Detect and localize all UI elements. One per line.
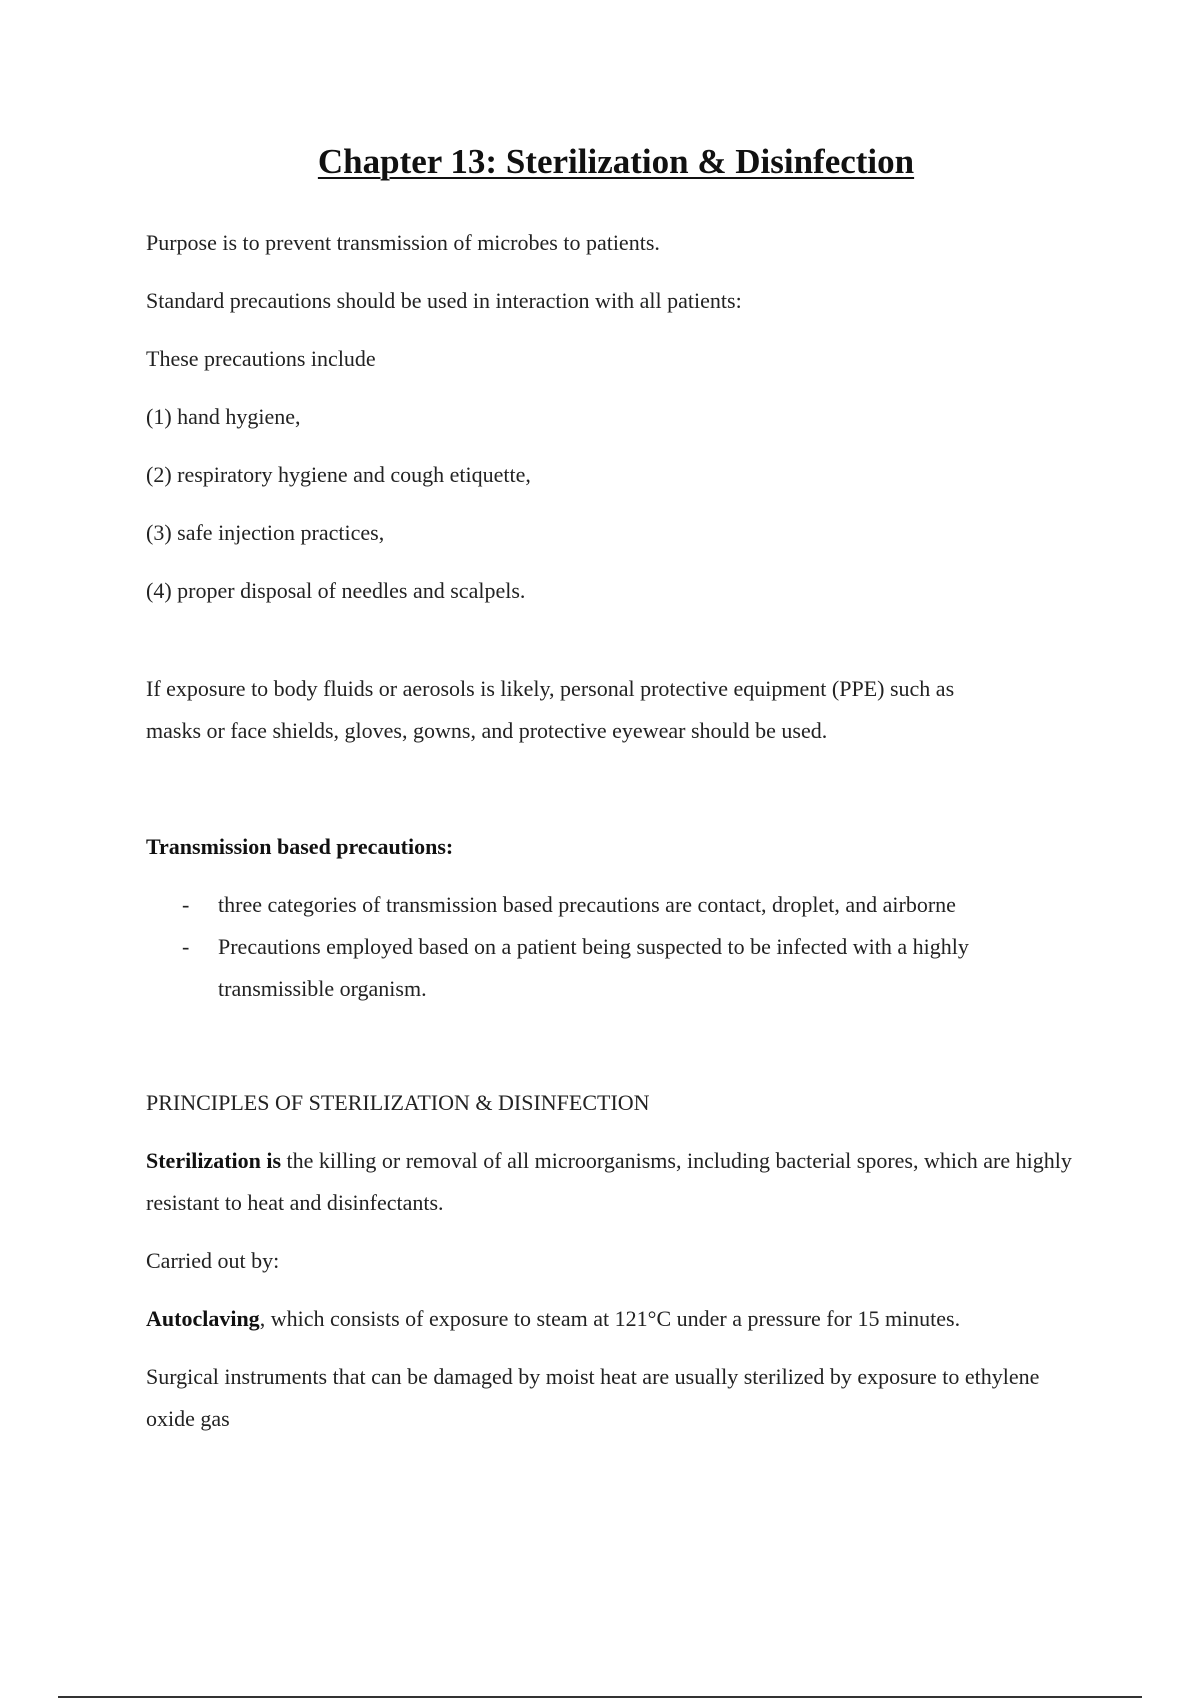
list-item: (3) safe injection practices,: [146, 520, 385, 545]
list-item: [146, 884, 1086, 926]
standard-precautions-paragraph: Standard precautions should be used in interaction with all patients:: [146, 288, 742, 313]
bullet-dash: -: [182, 934, 190, 959]
bullet-text: Precautions employed based on a patient being suspected to be infected with a highly transmissible organism.: [218, 934, 969, 1001]
ppe-paragraph: [146, 668, 1086, 752]
list-item: (1) hand hygiene,: [146, 404, 301, 429]
sterilization-paragraph: [146, 1140, 1086, 1224]
spacer: [146, 1026, 1086, 1082]
precautions-include-paragraph: These precautions include: [146, 346, 376, 371]
footer-rule: [58, 1696, 1142, 1698]
carried-out-paragraph: Carried out by:: [146, 1248, 280, 1273]
autoclaving-term: Autoclaving: [146, 1306, 260, 1331]
list-item: (2) respiratory hygiene and cough etiquette,: [146, 462, 531, 487]
list-item: (4) proper disposal of needles and scalpels.: [146, 578, 526, 603]
sterilization-definition: the killing or removal of all microorganisms, including bacterial spores, which are highly resistant to heat and disinfectants.: [146, 1148, 1072, 1215]
ppe-line-2: masks or face shields, gloves, gowns, and protective eyewear should be used.: [146, 718, 828, 743]
sterilization-term: Sterilization is: [146, 1148, 282, 1173]
document-body: [146, 222, 1086, 1456]
spacer: [146, 612, 1086, 668]
spacer: [146, 768, 1086, 826]
bullet-dash: -: [182, 892, 190, 917]
autoclaving-paragraph: [146, 1298, 1086, 1340]
purpose-paragraph: Purpose is to prevent transmission of microbes to patients.: [146, 230, 660, 255]
principles-heading: PRINCIPLES OF STERILIZATION & DISINFECTION: [146, 1090, 650, 1115]
bullet-text: three categories of transmission based precautions are contact, droplet, and airborne: [218, 892, 956, 917]
list-item: [146, 926, 1086, 1010]
page-title: Chapter 13: Sterilization & Disinfection: [317, 142, 915, 181]
surgical-instruments-paragraph: Surgical instruments that can be damaged by moist heat are usually sterilized by exposure to ethylene oxide gas: [146, 1364, 1040, 1431]
transmission-bullet-list: [146, 884, 1086, 1010]
transmission-heading: Transmission based precautions:: [146, 834, 454, 859]
ppe-line-1: If exposure to body fluids or aerosols is likely, personal protective equipment (PPE) such as: [146, 676, 955, 701]
autoclaving-definition: , which consists of exposure to steam at 121°C under a pressure for 15 minutes.: [259, 1306, 961, 1331]
